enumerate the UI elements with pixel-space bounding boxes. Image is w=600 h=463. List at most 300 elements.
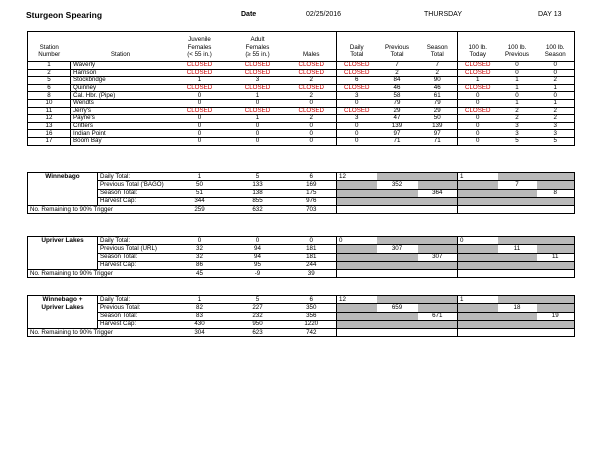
cell-daily: CLOSED <box>337 69 377 77</box>
trigger-cell-adult: 623 <box>229 329 287 337</box>
summary-table <box>27 172 575 214</box>
summary-cell-lb-today <box>458 261 498 269</box>
summary-cell-lb-prev: 18 <box>498 304 537 312</box>
summary-row <box>28 320 575 328</box>
cell-lb-today: 0 <box>458 92 498 100</box>
summary-table <box>27 236 575 278</box>
summary-cell-daily <box>337 320 377 328</box>
col-station: Station <box>71 32 171 62</box>
station-row <box>28 122 575 130</box>
summary-cell-lb-season <box>537 261 575 269</box>
summary-cell-lb-season <box>537 181 575 189</box>
summary-row <box>28 197 575 205</box>
summary-name <box>28 320 98 328</box>
cell-males: CLOSED <box>287 69 337 77</box>
summary-name <box>28 181 98 189</box>
cell-name: Quinney <box>71 84 171 92</box>
summary-cell-juv: 1 <box>197 295 202 303</box>
cell-adult: 0 <box>229 99 287 107</box>
summary-cell-adult: 855 <box>229 197 287 205</box>
summary-cell-males: 181 <box>287 253 337 261</box>
station-row <box>28 62 575 70</box>
cell-num: 6 <box>28 84 71 92</box>
summary-cell-season <box>418 237 458 245</box>
day-number: DAY 13 <box>538 11 562 18</box>
summary-cell-juv: 32 <box>171 253 229 261</box>
summary-cell-lb-season <box>537 320 575 328</box>
cell-season: 46 <box>418 84 458 92</box>
cell-males: 2 <box>287 92 337 100</box>
cell-name: Stockbridge <box>71 77 171 85</box>
cell-juv: CLOSED <box>171 84 229 92</box>
cell-lb-prev: 3 <box>498 130 537 138</box>
summary-name <box>28 312 98 320</box>
summary-cell-prev <box>377 189 418 197</box>
summary-cell-males: 0 <box>309 236 313 244</box>
cell-males: 2 <box>287 115 337 123</box>
summary-cell-daily <box>337 197 377 205</box>
summary-cell-season <box>418 197 458 205</box>
cell-juv: 1 <box>171 77 229 85</box>
trigger-row <box>28 329 575 337</box>
trigger-label: No. Remaining to 90% Trigger <box>28 329 171 337</box>
cell-season: 29 <box>418 107 458 115</box>
summary-cell-lb-prev <box>498 237 537 245</box>
cell-season: 139 <box>418 122 458 130</box>
cell-daily: CLOSED <box>337 107 377 115</box>
cell-prev: 97 <box>377 130 418 138</box>
cell-adult: CLOSED <box>229 84 287 92</box>
summary-cell-prev: 307 <box>377 245 418 253</box>
summary-cell-adult: 5 <box>255 295 260 303</box>
cell-lb-season: 0 <box>537 69 575 77</box>
station-row <box>28 107 575 115</box>
summary-label: Harvest Cap: <box>98 320 171 328</box>
cell-prev: 2 <box>377 69 418 77</box>
summary-cell-season <box>418 181 458 189</box>
cell-lb-prev: 2 <box>498 107 537 115</box>
cell-lb-season: 2 <box>537 77 575 85</box>
trigger-blank-cell <box>377 206 418 214</box>
summary-cell-season: 364 <box>418 189 458 197</box>
cell-lb-prev: 0 <box>498 62 537 70</box>
cell-lb-season: 0 <box>537 92 575 100</box>
cell-prev: 58 <box>377 92 418 100</box>
summary-cell-adult: 133 <box>229 181 287 189</box>
summary-cell-prev <box>377 312 418 320</box>
cell-season: 90 <box>418 77 458 85</box>
summary-cell-males: 1220 <box>287 320 337 328</box>
summary-cell-juv: 86 <box>171 261 229 269</box>
cell-adult: CLOSED <box>229 107 287 115</box>
summary-cell-daily: 12 <box>337 296 377 304</box>
date-value: 02/25/2016 <box>306 11 342 18</box>
cell-juv: 0 <box>171 137 229 145</box>
summary-cell-lb-season: 19 <box>537 312 575 320</box>
trigger-blank-cell <box>498 206 537 214</box>
cell-lb-season: 0 <box>537 62 575 70</box>
summary-cell-season: 671 <box>418 312 458 320</box>
cell-juv: CLOSED <box>171 69 229 77</box>
cell-season: 71 <box>418 137 458 145</box>
cell-lb-today: CLOSED <box>458 84 498 92</box>
summary-cell-lb-today <box>458 312 498 320</box>
cell-adult: CLOSED <box>229 62 287 70</box>
trigger-blank-cell <box>537 270 575 278</box>
summary-cell-lb-prev <box>498 312 537 320</box>
summary-cell-prev <box>377 320 418 328</box>
cell-adult: 0 <box>229 137 287 145</box>
trigger-row <box>28 270 575 278</box>
cell-males: CLOSED <box>287 84 337 92</box>
summary-cell-adult: 5 <box>255 172 260 180</box>
summary-cell-prev <box>377 296 418 304</box>
summary-cell-males: 356 <box>287 312 337 320</box>
summary-cell-lb-today <box>458 181 498 189</box>
station-row <box>28 99 575 107</box>
cell-daily: CLOSED <box>337 84 377 92</box>
cell-males: 2 <box>287 77 337 85</box>
summary-label: Previous Total (URL) <box>98 245 171 253</box>
summary-label: Previous Total ('BAGO) <box>98 181 171 189</box>
cell-name: Jerry's <box>71 107 171 115</box>
cell-daily: 3 <box>337 115 377 123</box>
summary-cell-lb-season <box>537 237 575 245</box>
cell-name: Payne's <box>71 115 171 123</box>
summary-row <box>28 173 575 181</box>
summary-name: Upriver Lakes <box>28 304 98 312</box>
summary-cell-lb-season <box>537 197 575 205</box>
summary-cell-lb-season: 8 <box>537 189 575 197</box>
summary-cell-lb-prev <box>498 320 537 328</box>
station-row <box>28 115 575 123</box>
cell-daily: 0 <box>337 99 377 107</box>
col-season-total: Season Total <box>418 32 458 62</box>
summary-cell-prev: 352 <box>377 181 418 189</box>
summary-name <box>28 245 98 253</box>
summary-cell-adult: 950 <box>229 320 287 328</box>
summary-row <box>28 245 575 253</box>
trigger-blank-cell <box>418 206 458 214</box>
cell-adult: CLOSED <box>229 69 287 77</box>
cell-season: 97 <box>418 130 458 138</box>
summary-cell-lb-today <box>458 245 498 253</box>
cell-lb-prev: 0 <box>498 69 537 77</box>
summary-cell-daily <box>337 245 377 253</box>
cell-lb-prev: 5 <box>498 137 537 145</box>
cell-adult: 1 <box>229 92 287 100</box>
summary-cell-season: 307 <box>418 253 458 261</box>
trigger-cell-males: 39 <box>287 270 337 278</box>
trigger-blank-cell <box>418 270 458 278</box>
station-row <box>28 84 575 92</box>
cell-name: Indian Point <box>71 130 171 138</box>
cell-lb-season: 2 <box>537 115 575 123</box>
summary-cell-daily <box>337 304 377 312</box>
header-row <box>28 32 575 62</box>
cell-name: Wendts <box>71 99 171 107</box>
trigger-blank-cell <box>377 270 418 278</box>
trigger-blank-cell <box>458 270 498 278</box>
summary-cell-lb-prev <box>498 253 537 261</box>
summary-cell-season <box>418 296 458 304</box>
summary-cell-lb-season <box>537 296 575 304</box>
trigger-blank-cell <box>458 206 498 214</box>
col-juvenile: Juvenile Females (< 55 in.) <box>171 32 229 62</box>
trigger-blank-cell <box>537 329 575 337</box>
summary-cell-lb-prev <box>498 261 537 269</box>
summary-cell-daily: 12 <box>337 173 377 181</box>
cell-lb-today: 0 <box>458 99 498 107</box>
cell-daily: 0 <box>337 137 377 145</box>
cell-prev: 139 <box>377 122 418 130</box>
cell-prev: 84 <box>377 77 418 85</box>
cell-lb-today: CLOSED <box>458 62 498 70</box>
summary-cell-season <box>418 245 458 253</box>
trigger-cell-juv: 45 <box>171 270 229 278</box>
trigger-blank-cell <box>537 206 575 214</box>
summary-row <box>28 181 575 189</box>
cell-adult: 0 <box>229 122 287 130</box>
cell-males: CLOSED <box>287 62 337 70</box>
summary-row <box>28 312 575 320</box>
summary-cell-prev: 659 <box>377 304 418 312</box>
summary-cell-lb-season: 11 <box>537 253 575 261</box>
summary-cell-males: 6 <box>309 295 313 303</box>
cell-lb-season: 3 <box>537 130 575 138</box>
trigger-blank-cell <box>337 206 377 214</box>
summary-label: Daily Total: <box>100 236 131 244</box>
summary-cell-season <box>418 304 458 312</box>
summary-cell-lb-today: 1 <box>458 173 498 181</box>
summary-cell-season <box>418 173 458 181</box>
summary-cell-juv: 0 <box>197 236 202 244</box>
cell-lb-prev: 1 <box>498 99 537 107</box>
cell-num: 10 <box>28 99 71 107</box>
cell-adult: 1 <box>229 115 287 123</box>
cell-lb-season: 5 <box>537 137 575 145</box>
summary-cell-adult: 232 <box>229 312 287 320</box>
cell-daily: CLOSED <box>337 62 377 70</box>
cell-juv: 0 <box>171 92 229 100</box>
trigger-row <box>28 206 575 214</box>
page-title: Sturgeon Spearing <box>26 10 103 20</box>
cell-num: 16 <box>28 130 71 138</box>
summary-name: Winnebago + <box>28 296 98 304</box>
summary-row <box>28 189 575 197</box>
summary-cell-males: 350 <box>287 304 337 312</box>
cell-lb-season: 1 <box>537 99 575 107</box>
summary-cell-daily <box>337 181 377 189</box>
summary-cell-juv: 50 <box>171 181 229 189</box>
summary-cell-lb-today <box>458 253 498 261</box>
summary-cell-adult: 95 <box>229 261 287 269</box>
summary-cell-males: 169 <box>287 181 337 189</box>
cell-prev: 46 <box>377 84 418 92</box>
cell-num: 5 <box>28 77 71 85</box>
cell-num: 2 <box>28 69 71 77</box>
summary-cell-daily <box>337 312 377 320</box>
cell-num: 13 <box>28 122 71 130</box>
cell-lb-prev: 1 <box>498 84 537 92</box>
cell-lb-today: 0 <box>458 122 498 130</box>
cell-daily: 0 <box>337 130 377 138</box>
cell-season: 50 <box>418 115 458 123</box>
cell-num: 11 <box>28 107 71 115</box>
summary-name: Winnebago <box>28 173 98 181</box>
summary-cell-adult: 138 <box>229 189 287 197</box>
summary-label: Season Total: <box>98 253 171 261</box>
col-daily-total: Daily Total <box>337 32 377 62</box>
summary-row <box>28 261 575 269</box>
trigger-cell-juv: 304 <box>171 329 229 337</box>
summary-cell-adult: 94 <box>229 253 287 261</box>
summary-cell-lb-today <box>458 304 498 312</box>
summary-label: Daily Total: <box>100 172 131 180</box>
summary-cell-prev <box>377 237 418 245</box>
summary-cell-males: 6 <box>309 172 313 180</box>
cell-daily: 6 <box>337 77 377 85</box>
summary-name <box>28 189 98 197</box>
summary-cell-lb-today: 1 <box>458 296 498 304</box>
summary-cell-juv: 32 <box>171 245 229 253</box>
cell-prev: 7 <box>377 62 418 70</box>
date-label: Date <box>241 11 257 18</box>
summary-cell-adult: 0 <box>255 236 260 244</box>
cell-juv: 0 <box>171 99 229 107</box>
summary-cell-daily <box>337 253 377 261</box>
cell-prev: 29 <box>377 107 418 115</box>
summary-cell-lb-today <box>458 320 498 328</box>
summary-cell-juv: 51 <box>171 189 229 197</box>
cell-num: 12 <box>28 115 71 123</box>
cell-males: 0 <box>287 137 337 145</box>
cell-prev: 47 <box>377 115 418 123</box>
trigger-blank-cell <box>337 329 377 337</box>
cell-prev: 79 <box>377 99 418 107</box>
summary-cell-daily: 0 <box>337 237 377 245</box>
summary-cell-adult: 94 <box>229 245 287 253</box>
cell-lb-season: 2 <box>537 107 575 115</box>
summary-table <box>27 295 575 337</box>
station-row <box>28 130 575 138</box>
station-row <box>28 69 575 77</box>
cell-season: 7 <box>418 62 458 70</box>
summary-cell-season <box>418 320 458 328</box>
summary-cell-daily <box>337 261 377 269</box>
trigger-cell-adult: 632 <box>229 206 287 214</box>
cell-daily: 3 <box>337 92 377 100</box>
cell-lb-prev: 3 <box>498 122 537 130</box>
summary-cell-daily <box>337 189 377 197</box>
summary-cell-juv: 83 <box>171 312 229 320</box>
summary-name <box>28 253 98 261</box>
station-row <box>28 92 575 100</box>
summary-cell-juv: 82 <box>171 304 229 312</box>
station-table <box>27 31 575 146</box>
summary-cell-prev <box>377 197 418 205</box>
summary-row <box>28 237 575 245</box>
summary-row <box>28 296 575 304</box>
col-adult: Adult Females (≥ 55 in.) <box>229 32 287 62</box>
cell-juv: CLOSED <box>171 107 229 115</box>
trigger-blank-cell <box>377 329 418 337</box>
summary-row <box>28 253 575 261</box>
summary-cell-prev <box>377 173 418 181</box>
summary-row <box>28 304 575 312</box>
cell-season: 79 <box>418 99 458 107</box>
cell-name: Waverly <box>71 62 171 70</box>
trigger-label: No. Remaining to 90% Trigger <box>28 270 171 278</box>
cell-name: Critters <box>71 122 171 130</box>
cell-lb-prev: 2 <box>498 115 537 123</box>
cell-lb-season: 1 <box>537 84 575 92</box>
trigger-blank-cell <box>498 329 537 337</box>
cell-name: Boom Bay <box>71 137 171 145</box>
cell-lb-prev: 0 <box>498 92 537 100</box>
cell-lb-today: 0 <box>458 130 498 138</box>
weekday: THURSDAY <box>424 11 462 18</box>
trigger-blank-cell <box>418 329 458 337</box>
station-row <box>28 137 575 145</box>
cell-num: 8 <box>28 92 71 100</box>
summary-label: Harvest Cap: <box>98 197 171 205</box>
summary-label: Season Total: <box>98 312 171 320</box>
summary-label: Daily Total: <box>100 295 131 303</box>
cell-lb-today: CLOSED <box>458 107 498 115</box>
cell-season: 2 <box>418 69 458 77</box>
cell-name: Harrison <box>71 69 171 77</box>
cell-males: 0 <box>287 122 337 130</box>
cell-num: 1 <box>28 62 71 70</box>
col-previous-total: Previous Total <box>377 32 418 62</box>
summary-cell-lb-today <box>458 189 498 197</box>
summary-cell-lb-prev: 11 <box>498 245 537 253</box>
summary-cell-juv: 344 <box>171 197 229 205</box>
summary-cell-lb-prev <box>498 296 537 304</box>
cell-males: 0 <box>287 99 337 107</box>
cell-daily: 0 <box>337 122 377 130</box>
summary-cell-prev <box>377 253 418 261</box>
trigger-cell-males: 742 <box>287 329 337 337</box>
summary-cell-adult: 227 <box>229 304 287 312</box>
cell-juv: 0 <box>171 130 229 138</box>
summary-cell-season <box>418 261 458 269</box>
col-males: Males <box>287 32 337 62</box>
cell-lb-today: 1 <box>458 77 498 85</box>
summary-cell-juv: 430 <box>171 320 229 328</box>
cell-season: 61 <box>418 92 458 100</box>
cell-juv: 0 <box>171 115 229 123</box>
cell-adult: 0 <box>229 130 287 138</box>
summary-cell-lb-prev <box>498 197 537 205</box>
cell-lb-prev: 1 <box>498 77 537 85</box>
cell-lb-today: 0 <box>458 137 498 145</box>
station-row <box>28 77 575 85</box>
col-lb-season: 100 lb. Season <box>537 32 575 62</box>
summary-cell-lb-prev: 7 <box>498 181 537 189</box>
trigger-blank-cell <box>337 270 377 278</box>
col-lb-previous: 100 lb. Previous <box>498 32 537 62</box>
summary-cell-juv: 1 <box>197 172 202 180</box>
trigger-cell-juv: 259 <box>171 206 229 214</box>
summary-label: Previous Total: <box>98 304 171 312</box>
trigger-cell-males: 703 <box>287 206 337 214</box>
summary-cell-lb-today <box>458 197 498 205</box>
summary-cell-males: 175 <box>287 189 337 197</box>
summary-cell-prev <box>377 261 418 269</box>
summary-cell-lb-season <box>537 245 575 253</box>
